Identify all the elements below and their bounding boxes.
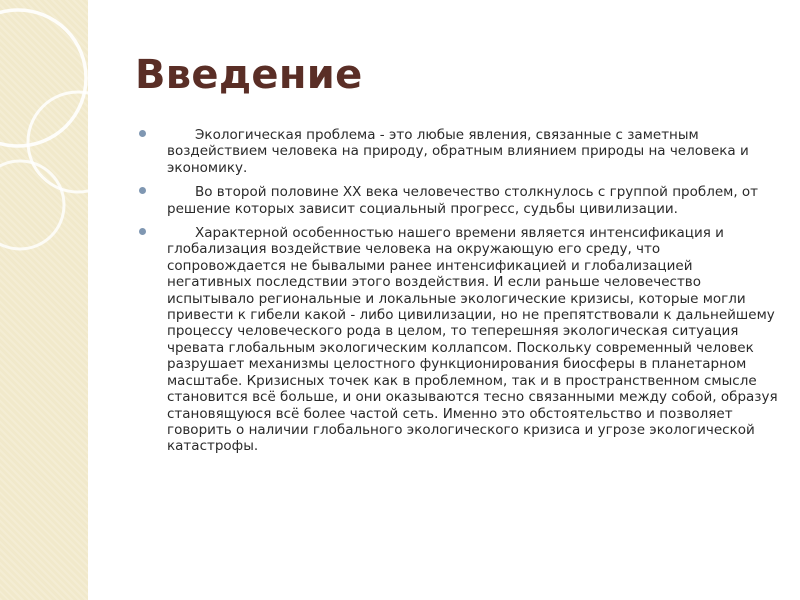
slide-title: Введение: [135, 52, 363, 98]
ring-small: [0, 161, 64, 249]
list-item: [138, 127, 778, 176]
bullet-dot-icon: [139, 228, 146, 235]
bullet-text: Характерной особенностью нашего времени является интенсификация и глобализация воздействие человека на окружающую его среду, что сопровождается не бывалыми ранее интенсификацией и глобализацией негативных последствии этого воздействия. И если раньше человечество испытывало региональные и локальные экологические кризисы, которые могли привести к гибели какой - либо цивилизации, но не препятствовали к дальнейшему процессу человеческого рода в целом, то теперешняя экологическая ситуация чревата глобальным экологическим коллапсом. Поскольку современный человек разрушает механизмы целостного функционирования биосферы в планетарном масштабе. Кризисных точек как в проблемном, так и в пространственном смысле становится всё больше, и они оказываются тесно связанными между собой, образуя становящуюся всё более частой сеть. Именно это обстоятельство и позволяет говорить о наличии глобального экологического кризиса и угрозе экологической катастрофы.: [167, 225, 778, 455]
list-item: [138, 225, 778, 455]
bullet-text: Экологическая проблема - это любые явления, связанные с заметным воздействием человека на природу, обратным влиянием природы на человека и экономику.: [167, 127, 749, 176]
bullet-dot-icon: [139, 187, 146, 194]
bullet-dot-icon: [139, 130, 146, 137]
decorative-rings: [0, 0, 150, 600]
bullet-text: Во второй половине XX века человечество столкнулось с группой проблем, от решение которых зависит социальный прогресс, судьбы цивилизации.: [167, 184, 759, 217]
list-item: [138, 184, 778, 217]
bullet-list: [138, 127, 778, 463]
ring-large: [0, 10, 86, 146]
